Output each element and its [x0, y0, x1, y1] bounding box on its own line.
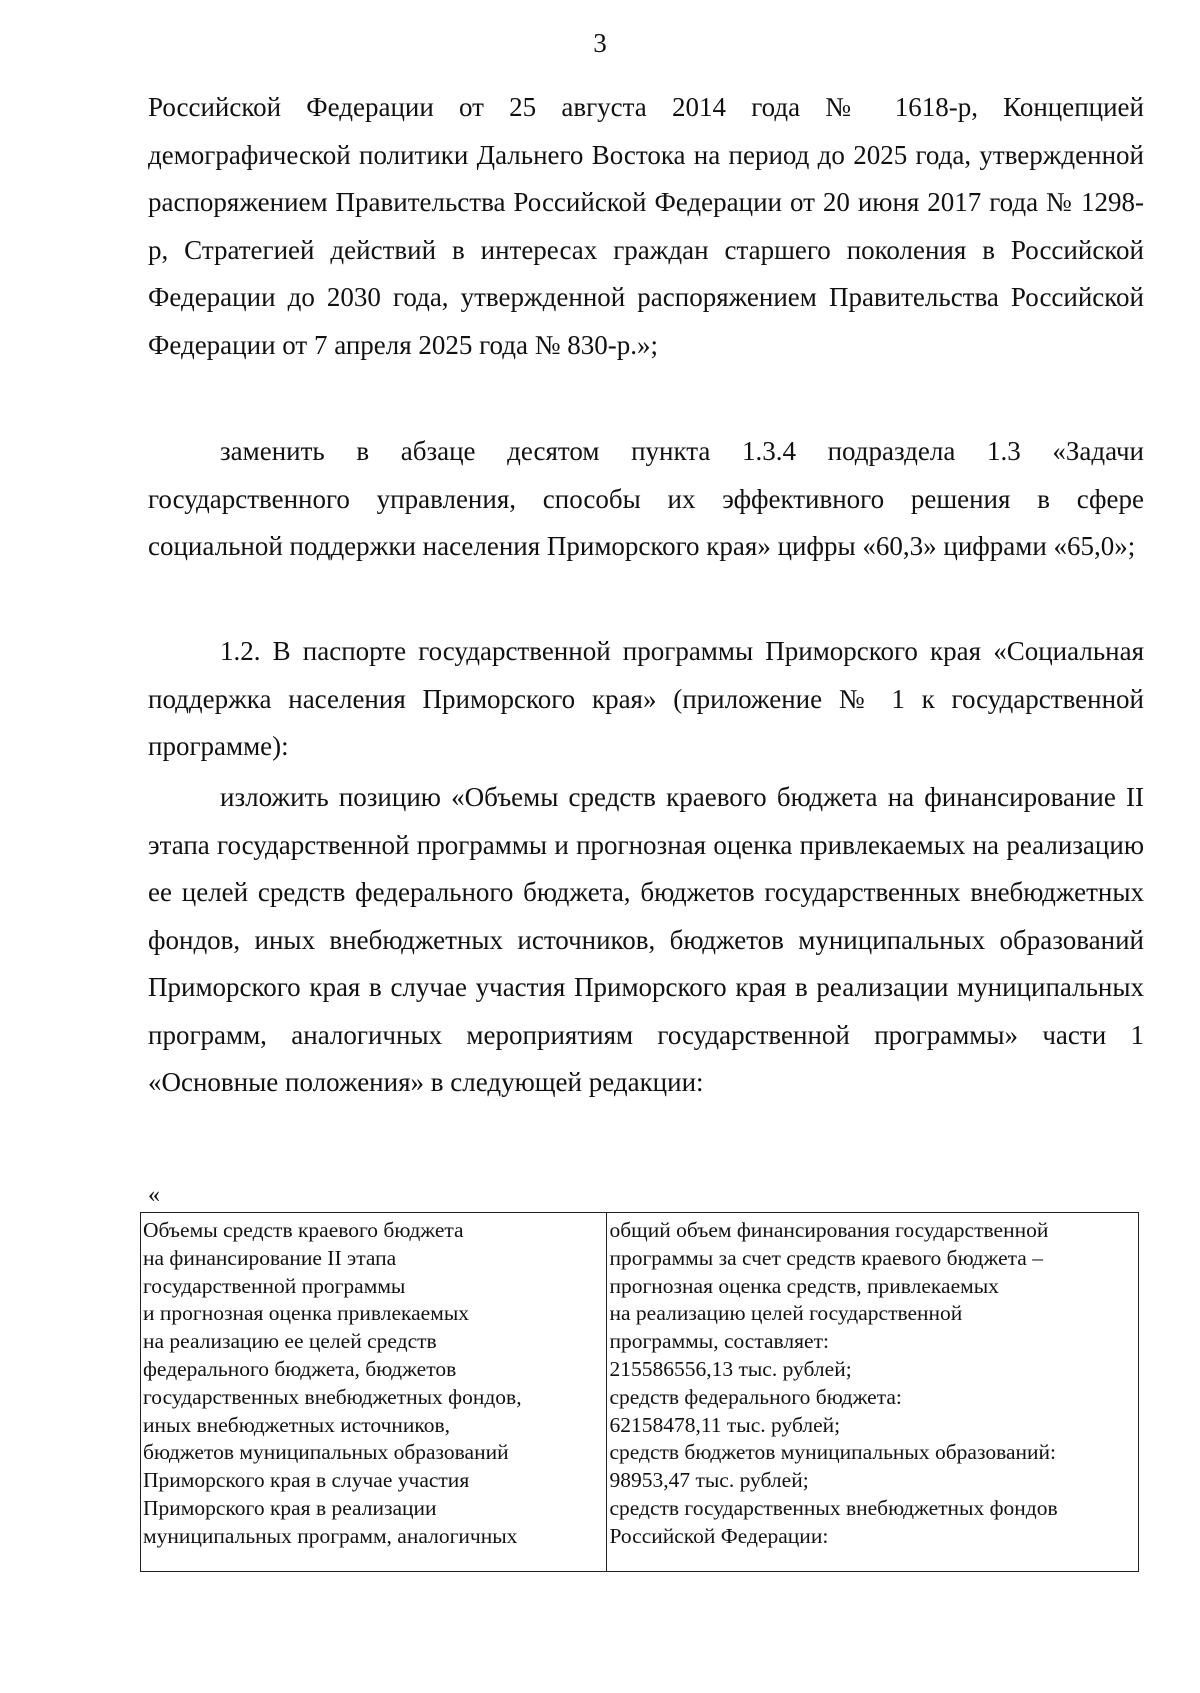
left-cell-line: бюджетов муниципальных образований: [143, 1440, 509, 1465]
right-cell-line: общий объем финансирования государственной: [609, 1218, 1049, 1242]
left-cell-line: государственной программы: [143, 1273, 406, 1298]
right-cell-line: программы за счет средств краевого бюджета –: [609, 1245, 1043, 1270]
right-cell-line: 215586556,13 тыс. рублей;: [609, 1356, 852, 1381]
paragraph-3: 1.2. В паспорте государственной программы Приморского края «Социальная поддержка населения Приморского края» (приложение № 1 к государственной программе):: [148, 636, 1144, 761]
right-cell-line: на реализацию целей государственной: [609, 1301, 963, 1326]
right-cell-line: средств федерального бюджета:: [609, 1384, 902, 1409]
right-cell-line: Российской Федерации:: [609, 1523, 829, 1548]
right-cell-line: средств бюджетов муниципальных образований:: [609, 1440, 1056, 1465]
paragraph-1: Российской Федерации от 25 августа 2014 года № 1618-р, Концепцией демографической политики Дальнего Востока на период до 2025 года, утвержденной распоряжением Правительства Российской Федерации от 20 июня 2017 года № 1298-р, Стратегией действий в интересах граждан старшего поколения в Российской Федерации до 2030 года, утвержденной распоряжением Правительства Российской Федерации от 7 апреля 2025 года № 830-р.»;: [148, 92, 1144, 360]
left-cell-line: муниципальных программ, аналогичных: [143, 1523, 518, 1548]
table-cell-left: [141, 1213, 607, 1572]
table-row: [141, 1213, 1139, 1572]
left-cell-line: на финансирование II этапа: [143, 1245, 397, 1270]
left-cell-line: федерального бюджета, бюджетов: [143, 1356, 457, 1381]
left-cell-line: на реализацию ее целей средств: [143, 1329, 437, 1354]
left-cell-line: иных внебюджетных источников,: [143, 1412, 451, 1437]
page-number: 3: [593, 28, 607, 58]
paragraph-4: изложить позицию «Объемы средств краевого бюджета на финансирование II этапа государственной программы и прогнозная оценка привлекаемых на реализацию ее целей средств федерального бюджета, бюджетов государственных внебюджетных фондов, иных внебюджетных источников, бюджетов муниципальных образований Приморского края в случае участия Приморского края в реализации муниципальных программ, аналогичных мероприятиям государственной программы» части 1 «Основные положения» в следующей редакции:: [148, 782, 1144, 1097]
right-cell-line: средств государственных внебюджетных фондов: [609, 1495, 1058, 1520]
paragraph-2: заменить в абзаце десятом пункта 1.3.4 подраздела 1.3 «Задачи государственного управления, способы их эффективного решения в сфере социальной поддержки населения Приморского края» цифры «60,3» цифрами «65,0»;: [148, 436, 1144, 561]
left-cell-line: Объемы средств краевого бюджета: [143, 1218, 464, 1242]
right-cell-line: 62158478,11 тыс. рублей;: [609, 1412, 841, 1437]
left-cell-line: Приморского края в случае участия: [143, 1468, 470, 1493]
financing-table: [140, 1212, 1139, 1572]
opening-quote-mark: «: [148, 1182, 160, 1208]
right-cell-line: 98953,47 тыс. рублей;: [609, 1468, 809, 1493]
left-cell-line: государственных внебюджетных фондов,: [143, 1384, 522, 1409]
right-cell-line: прогнозная оценка средств, привлекаемых: [609, 1273, 999, 1298]
table-cell-right: [607, 1213, 1139, 1572]
left-cell-line: Приморского края в реализации: [143, 1495, 437, 1520]
left-cell-line: и прогнозная оценка привлекаемых: [143, 1301, 470, 1326]
right-cell-line: программы, составляет:: [609, 1329, 829, 1354]
